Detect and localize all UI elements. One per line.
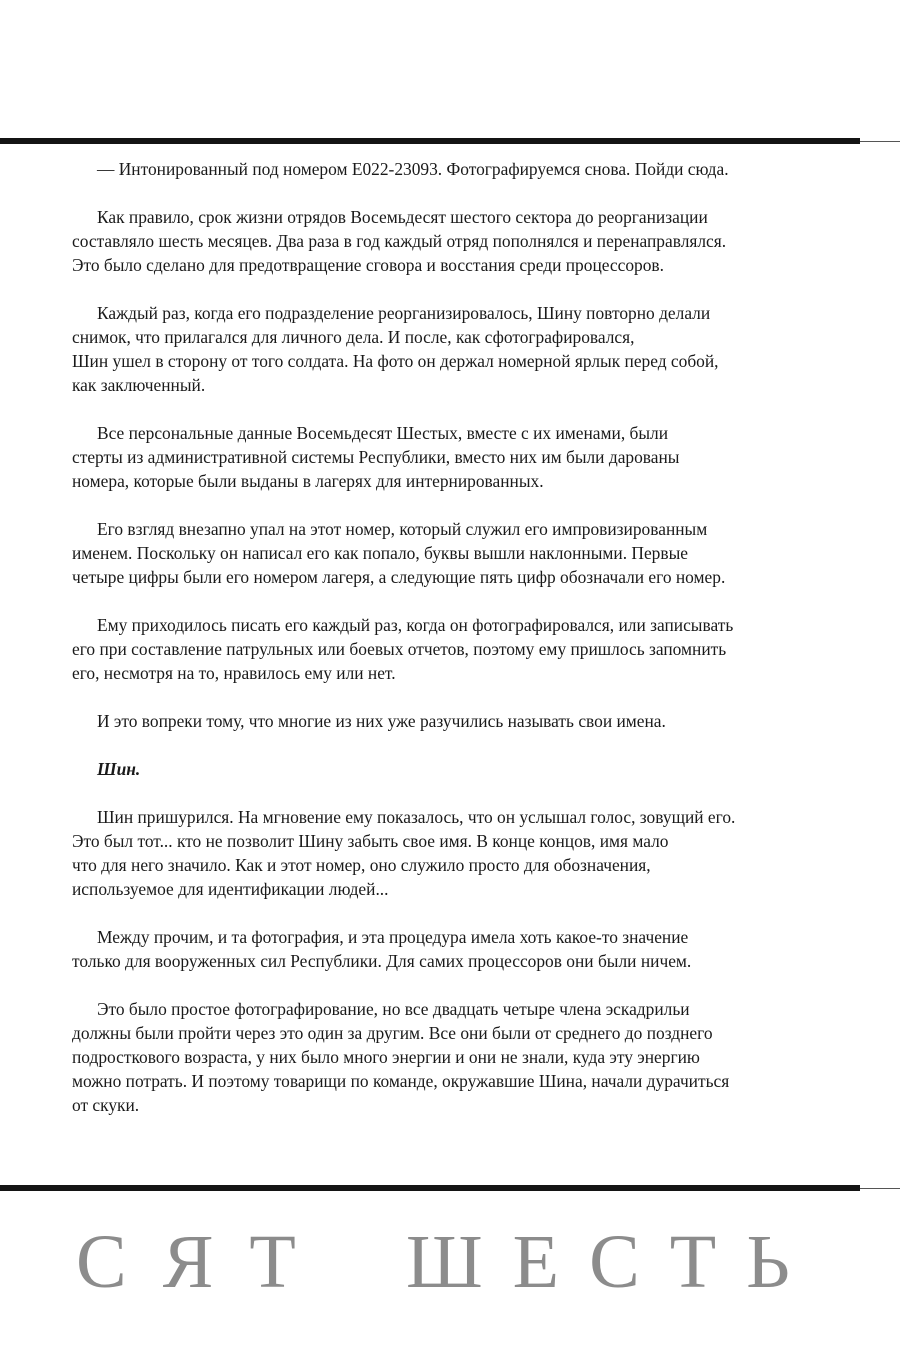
text-line: его при составление патрульных или боевых отчетов, поэтому ему пришлось запомнить — [72, 639, 727, 659]
paragraph — [72, 613, 842, 685]
text-line: Каждый раз, когда его подразделение реорганизировалось, Шину повторно делали — [97, 303, 711, 323]
text-line: Его взгляд внезапно упал на этот номер, который служил его импровизированным — [97, 519, 708, 539]
text-line: Это был тот... кто не позволит Шину забыть свое имя. В конце концов, имя мало — [72, 831, 669, 851]
paragraph — [72, 925, 842, 973]
text-line: стерты из административной системы Республики, вместо них им были дарованы — [72, 447, 680, 467]
name-emphasis — [72, 757, 842, 781]
text-line: подросткового возраста, у них было много энергии и они не знали, куда эту энергию — [72, 1047, 700, 1067]
text-line: его, несмотря на то, нравилось ему или нет. — [72, 663, 396, 683]
text-line: Все персональные данные Восемьдесят Шестых, вместе с их именами, были — [97, 423, 669, 443]
paragraph — [72, 709, 842, 733]
text-line: именем. Поскольку он написал его как попало, буквы вышли наклонными. Первые — [72, 543, 688, 563]
text-line: можно потрать. И поэтому товарищи по команде, окружавшие Шина, начали дурачиться — [72, 1071, 730, 1091]
text-line: должны были пройти через это один за другим. Все они были от среднего до позднего — [72, 1023, 713, 1043]
paragraph — [72, 421, 842, 493]
text-line: И это вопреки тому, что многие из них уже разучились называть свои имена. — [97, 711, 666, 731]
footer-title-word-1: СЯТ — [76, 1220, 332, 1304]
text-line: как заключенный. — [72, 375, 206, 395]
paragraph — [72, 997, 842, 1117]
text-line: Между прочим, и та фотография, и эта процедура имела хоть какое-то значение — [97, 927, 689, 947]
paragraph — [72, 517, 842, 589]
text-line: снимок, что прилагался для личного дела. И после, как сфотографировался, — [72, 327, 635, 347]
footer-title-word-2: ШЕСТЬ — [406, 1220, 820, 1304]
text-line: составляло шесть месяцев. Два раза в год каждый отряд пополнялся и перенаправлялся. — [72, 231, 727, 251]
text-line: используемое для идентификации людей... — [72, 879, 389, 899]
text-line: от скуки. — [72, 1095, 140, 1115]
text-line: Ему приходилось писать его каждый раз, когда он фотографировался, или записывать — [97, 615, 734, 635]
text-line: что для него значило. Как и этот номер, оно служило просто для обозначения, — [72, 855, 651, 875]
bottom-divider-thick — [0, 1185, 860, 1191]
top-divider-thick — [0, 138, 860, 144]
text-line: номера, которые были выданы в лагерях для интернированных. — [72, 471, 544, 491]
top-divider-thin — [860, 141, 900, 142]
text-line: Как правило, срок жизни отрядов Восемьдесят шестого сектора до реорганизации — [97, 207, 708, 227]
paragraph — [72, 157, 842, 181]
text-line: только для вооруженных сил Республики. Для самих процессоров они были ничем. — [72, 951, 692, 971]
paragraph — [72, 301, 842, 397]
paragraph — [72, 205, 842, 277]
text-line: Шин ушел в сторону от того солдата. На фото он держал номерной ярлык перед собой, — [72, 351, 719, 371]
body-text — [72, 157, 842, 1141]
text-line: Шин. — [97, 759, 141, 779]
paragraph — [72, 805, 842, 901]
text-line: Это было простое фотографирование, но все двадцать четыре члена эскадрильи — [97, 999, 690, 1019]
text-line: Шин пришурился. На мгновение ему показалось, что он услышал голос, зовущий его. — [97, 807, 736, 827]
text-line: — Интонированный под номером E022-23093. Фотографируемся снова. Пойди сюда. — [97, 159, 729, 179]
text-line: Это было сделано для предотвращение сговора и восстания среди процессоров. — [72, 255, 664, 275]
text-line: четыре цифры были его номером лагеря, а следующие пять цифр обозначали его номер. — [72, 567, 726, 587]
bottom-divider-thin — [860, 1188, 900, 1189]
